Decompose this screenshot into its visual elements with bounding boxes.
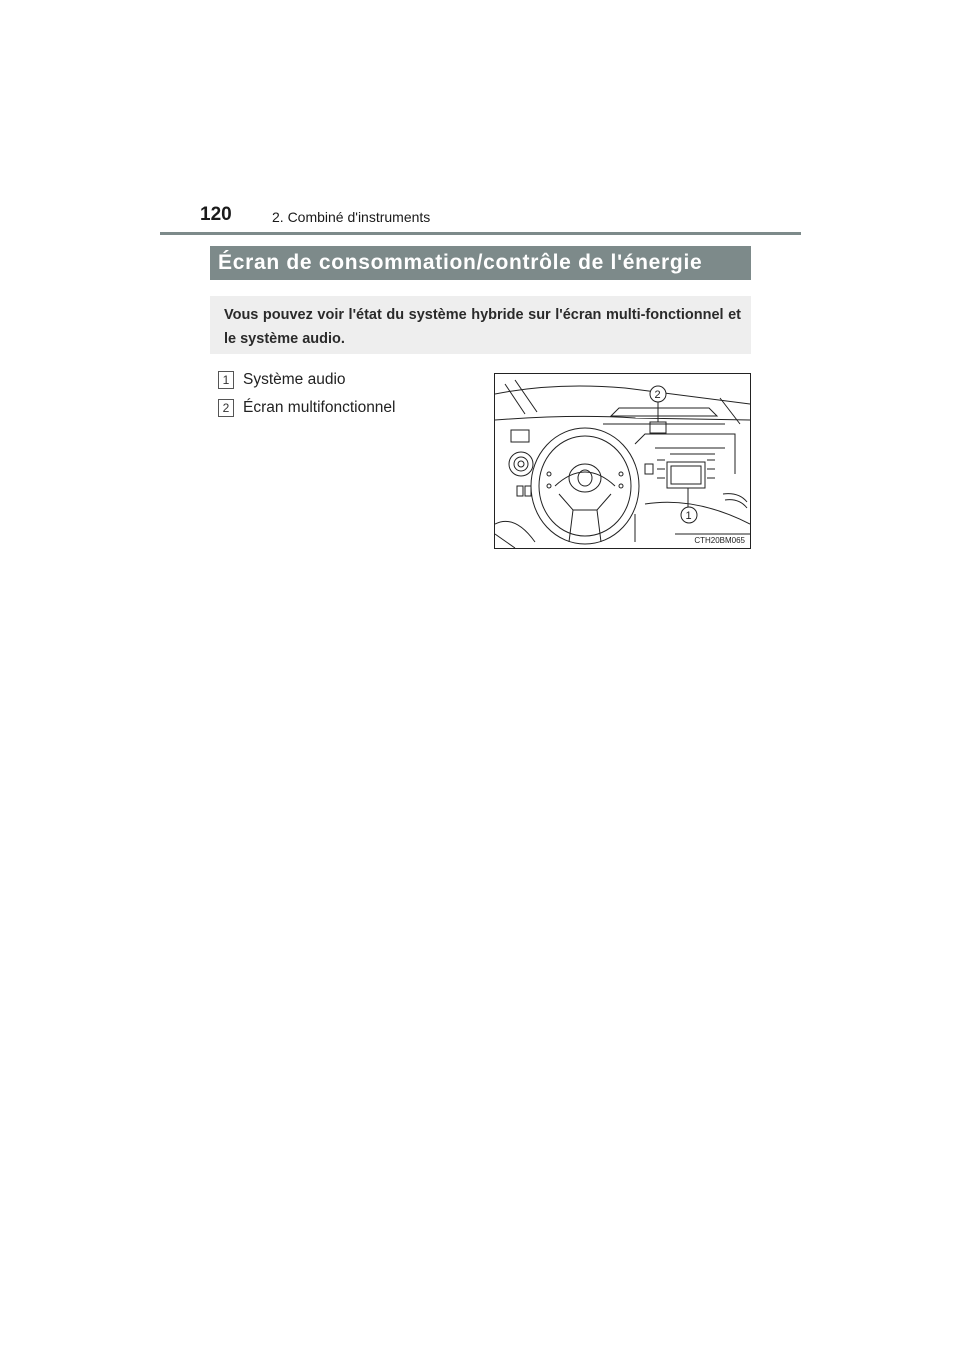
dashboard-illustration	[495, 374, 750, 548]
page-number: 120	[200, 204, 232, 225]
header-rule	[160, 232, 801, 235]
item-number-badge: 2	[218, 399, 234, 417]
item-label: Écran multifonctionnel	[243, 399, 396, 416]
callout-1: 1	[685, 510, 692, 522]
intro-text: Vous pouvez voir l'état du système hybride sur l'écran multi-fonctionnel et le système audio.	[224, 307, 741, 347]
section-title: Écran de consommation/contrôle de l'énergie	[210, 246, 751, 280]
item-label: Système audio	[243, 371, 346, 388]
list-item	[218, 398, 396, 418]
chapter-title: 2. Combiné d'instruments	[272, 209, 431, 225]
callout-2: 2	[654, 389, 661, 401]
dashboard-figure	[494, 373, 751, 549]
figure-code: CTH20BM065	[694, 536, 745, 545]
item-number-badge: 1	[218, 371, 234, 389]
list-item	[218, 370, 346, 390]
intro-box	[210, 296, 751, 354]
